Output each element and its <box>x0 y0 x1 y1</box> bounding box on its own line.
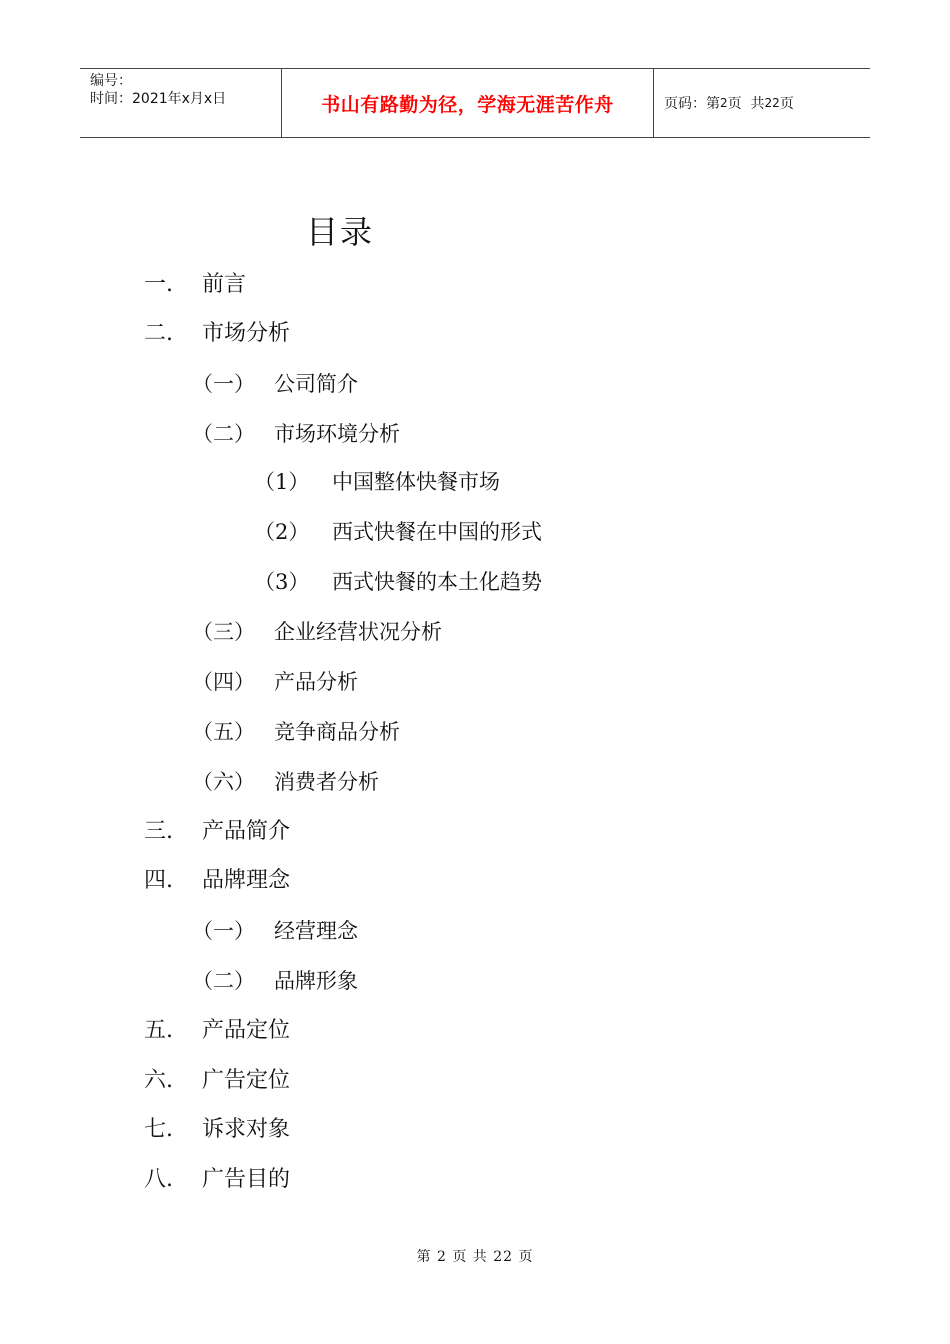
page-info-prefix: 页码：第 <box>664 96 720 112</box>
toc-item-number: （3） <box>254 570 310 594</box>
toc-item-number: 七. <box>144 1117 173 1142</box>
toc-item-number: （六） <box>192 770 255 794</box>
page-footer <box>0 1246 950 1266</box>
toc-item-text: 西式快餐的本土化趋势 <box>332 570 542 594</box>
toc-item-text: 广告定位 <box>202 1068 291 1093</box>
toc-item-number: （五） <box>192 720 255 744</box>
toc-item-number: 二. <box>144 321 173 346</box>
toc-item-number: （二） <box>192 422 255 446</box>
toc-item-text: 企业经营状况分析 <box>274 620 442 644</box>
toc-item-number: 五. <box>144 1018 173 1043</box>
footer-prefix: 第 <box>416 1249 432 1265</box>
toc-item-text: 市场环境分析 <box>274 422 400 446</box>
toc-item-number: （三） <box>192 620 255 644</box>
document-date: 时间：2021年x月x日 <box>90 91 227 107</box>
toc-item-text: 消费者分析 <box>274 770 379 794</box>
footer-total-pages: 22 <box>493 1249 514 1265</box>
toc-item-text: 前言 <box>202 272 247 297</box>
toc-item-number: 三. <box>144 819 173 844</box>
page-info-current: 2 <box>720 96 728 110</box>
page-info-total: 22 <box>764 96 780 110</box>
header-page-info <box>654 69 870 137</box>
page-info-mid: 页 共 <box>727 96 765 112</box>
toc-item-text: 品牌形象 <box>274 969 358 993</box>
document-number-label: 编号： <box>90 73 132 89</box>
toc-item-text: 产品定位 <box>202 1018 291 1043</box>
footer-suffix: 页 <box>518 1249 534 1265</box>
toc-item-text: 经营理念 <box>274 919 358 943</box>
toc-item-number: （四） <box>192 670 255 694</box>
header-motto: 书山有路勤为径，学海无涯苦作舟 <box>282 69 654 137</box>
toc-item-text: 中国整体快餐市场 <box>332 470 500 494</box>
page-header <box>80 68 870 138</box>
toc-item-text: 广告目的 <box>202 1167 291 1192</box>
footer-current-page: 2 <box>436 1249 447 1265</box>
toc-item-number: （1） <box>254 470 310 494</box>
toc-item-number: （2） <box>254 520 310 544</box>
toc-item-text: 竞争商品分析 <box>274 720 400 744</box>
toc-item-number: 一. <box>144 272 173 297</box>
toc-item-text: 产品简介 <box>202 819 291 844</box>
page-info-suffix: 页 <box>779 96 794 112</box>
toc-item-text: 诉求对象 <box>202 1117 291 1142</box>
toc-item-number: （一） <box>192 372 255 396</box>
toc-item-text: 市场分析 <box>202 321 291 346</box>
toc-title: 目录 <box>306 213 375 251</box>
toc-item-number: 四. <box>144 868 173 893</box>
toc-item-number: 六. <box>144 1068 173 1093</box>
toc-item-number: （二） <box>192 969 255 993</box>
toc-item-text: 公司简介 <box>274 372 358 396</box>
toc-item-text: 产品分析 <box>274 670 358 694</box>
toc-item-number: 八. <box>144 1167 173 1192</box>
header-meta <box>80 69 282 137</box>
footer-mid: 页 共 <box>452 1249 488 1265</box>
toc-item-text: 品牌理念 <box>202 868 291 893</box>
toc-item-text: 西式快餐在中国的形式 <box>332 520 542 544</box>
toc-item-number: （一） <box>192 919 255 943</box>
